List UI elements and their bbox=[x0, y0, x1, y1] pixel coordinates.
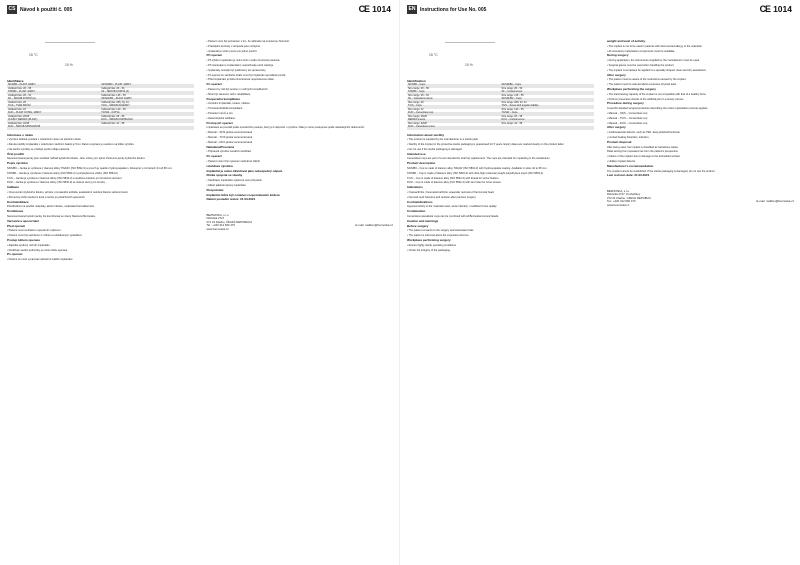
paragraph: • Limited healing disorders, infection. bbox=[607, 135, 650, 139]
english-instructions-page bbox=[400, 0, 800, 565]
paragraph: • Pacient se musí vyvarovat nadměrné zátěže implantátu. bbox=[7, 258, 74, 262]
language-badge: CS bbox=[8, 6, 16, 12]
right-column-1 bbox=[400, 40, 600, 565]
paragraph: • Hidden implant defects. bbox=[607, 159, 636, 163]
left-column-2 bbox=[200, 40, 400, 565]
right-col1-text bbox=[407, 134, 594, 252]
identification-cell: DUO – ŠROUB SPONGIÓZNÍ bbox=[7, 126, 100, 130]
identification-cell: Size range: 26/28 bbox=[408, 114, 427, 118]
page-header bbox=[407, 4, 792, 18]
section-heading: Likvidace výrobku bbox=[206, 163, 233, 168]
paragraph: • Femoral neck fractures and revision after previous surgery. bbox=[407, 195, 477, 199]
section-heading: Implantát může být označen rozpoznávacím kódem. bbox=[206, 192, 281, 197]
identification-cell: SF – ŠROUB KOSTNÍ (A) bbox=[7, 98, 100, 102]
identification-cell: Size range: 28 – 58 bbox=[501, 114, 523, 118]
paragraph: • Pacient musí být seznámen s rizikem a očekávaným výsledkem. bbox=[7, 234, 83, 238]
paragraph: • During application, the instruments supplied by the manufacturer must be used. bbox=[607, 59, 700, 63]
identification-cell: Size range: 28S, 34, 44 bbox=[501, 100, 527, 104]
paragraph: • Onemocnění kyčelního kloubu, artróza, revmatoidní artritida, avaskulární nekróza hlavice stehenní kosti. bbox=[7, 191, 129, 195]
section-heading: Účel použití bbox=[7, 151, 24, 156]
section-heading: Workplace performing surgery bbox=[407, 238, 451, 243]
identification-cell: Velikosti hlav: 28S, 34, 44 bbox=[101, 100, 129, 104]
section-heading: Při operaci bbox=[206, 53, 223, 58]
paragraph: • Při výběru implantátu je nutno brát v úvahu hmotnost pacienta. bbox=[206, 59, 281, 63]
paragraph: After being used, the implant is classified as hazardous waste. bbox=[607, 145, 679, 149]
paragraph: • Sterilizace implantátu opětovně není přípustná. bbox=[206, 179, 263, 183]
page-header bbox=[7, 4, 391, 18]
identification-table bbox=[7, 84, 194, 130]
identification-heading: Identification bbox=[407, 78, 426, 83]
identification-cell: Size range: 28 – 54 bbox=[408, 93, 429, 97]
section-heading: Intended use bbox=[407, 151, 426, 156]
identification-cell: VLOŽKY REINFIX (PLAST) bbox=[7, 119, 100, 123]
paragraph: • Výrobce dodává výrobek v nesterilním stavu na sterilním obalu. bbox=[7, 138, 82, 142]
paragraph: • Pravidelné kontroly u ortopeda jsou nezbytné. bbox=[206, 44, 261, 48]
section-heading: Information about sterility bbox=[407, 132, 445, 137]
identification-table bbox=[407, 84, 594, 130]
paragraph: • Zajistěte správný rozměr implantátu. bbox=[7, 243, 51, 247]
paragraph: Cementless cups are part of a set intended for total hip replacement. The cups are intended for implanting in the acetabulum. bbox=[407, 157, 551, 161]
identification-cell: SF/S/B0 – PLAST JAMKY bbox=[7, 84, 100, 88]
identification-cell: Velikosti hlav: 28 bbox=[8, 100, 26, 104]
section-heading: Rizika spojená se zásahy bbox=[206, 173, 243, 178]
identification-cell: Size range: L20 – 55 bbox=[501, 107, 524, 111]
paragraph: • Dodržujte sterilní podmínky po celou dobu operace. bbox=[7, 248, 68, 252]
section-heading: Product description bbox=[407, 161, 436, 166]
paragraph: • Manuál – SF/S jamka necementovaná bbox=[206, 131, 253, 135]
identification-cell: TC/SW – KOTVA bbox=[100, 112, 193, 116]
identification-cell: SF – Cortical screw bbox=[501, 91, 595, 95]
section-heading: Kontraindikace bbox=[7, 199, 29, 204]
paragraph: • Manual – SF/S – Cementless cup bbox=[607, 111, 648, 115]
paragraph: • Zlomeniny krčku stehenní kosti a revize po předchozích operacích. bbox=[7, 195, 86, 199]
section-heading: Indikace bbox=[7, 185, 20, 190]
paragraph: • All necessary implantation components must be available. bbox=[607, 49, 676, 53]
paragraph: • Na sterilní výrobky se vztahují osobní údaje pacienta. bbox=[7, 147, 70, 151]
paragraph: Přecitlivělost na použité materiály, akutní infekce, nedostatečná kvalita kosti. bbox=[7, 205, 95, 209]
paragraph: • Pacient musí být seznámen s tím, že náhrada má omezenou životnost. bbox=[206, 40, 290, 43]
paragraph: • The patient must be warned about excessive physical load. bbox=[607, 83, 677, 87]
identification-cell: DUO – Cortical screw bbox=[501, 119, 595, 123]
phone: Tel.: +420 312 660 470 bbox=[206, 223, 236, 228]
paragraph: A specific detailed surgical procedure describing the entire implantation process applies: bbox=[607, 107, 709, 111]
storage-conditions bbox=[407, 40, 594, 76]
identification-cell: DUO – ŠROUB KORTIKÁLNÍ bbox=[100, 119, 193, 123]
section-heading: weight and level of activity. bbox=[607, 40, 646, 43]
paragraph: • Zákaz jakékoli úpravy implantátu. bbox=[206, 183, 247, 187]
section-heading: Rozpoznání bbox=[206, 187, 224, 192]
paragraph: • The load bearing capacity of the implant is not compatible with that of a healthy bone. bbox=[607, 92, 707, 96]
section-heading: Po operaci bbox=[206, 82, 222, 87]
identification-cell: Velikosti hlav: 22 bbox=[8, 107, 26, 111]
paragraph: • Přípravek výrobce nenabízí sterilizaci. bbox=[206, 150, 252, 154]
street: Dělnická 2727 bbox=[206, 216, 225, 221]
email: E-mail: mailbox@beznoska.cz bbox=[355, 223, 393, 228]
identification-cell: Size range: 28 – 50 bbox=[501, 86, 523, 90]
identification-cell: Velikosti hlav: 28 – 54 bbox=[8, 93, 32, 97]
paragraph: Cementless acetabular cups can be combined with all Beznoska femoral heads. bbox=[407, 215, 499, 219]
paragraph: DUO – Cup is made of titanium alloy (ISO 5832-3) with two holes for bone screws. bbox=[407, 181, 502, 185]
section-heading: Po operaci bbox=[206, 154, 222, 159]
section-heading: Po operaci bbox=[7, 252, 23, 257]
ce-mark bbox=[359, 4, 391, 14]
identification-cell: Velikosti hlav: 28 – 58 bbox=[8, 86, 32, 90]
city: 272 01 Kladno, CZECH REPUBLIC bbox=[607, 195, 651, 200]
website: www.beznoska.cz bbox=[206, 226, 229, 231]
section-heading: Před operací bbox=[7, 223, 26, 228]
identification-cell: SF – ŠROUB KOSTNÍ (A) bbox=[100, 91, 193, 95]
city: 272 01 Kladno, ČESKÁ REPUBLIKA bbox=[206, 219, 253, 224]
paragraph: • Osteoarthritis, rheumatoid arthritis, avascular necrosis of the femoral head. bbox=[407, 191, 495, 195]
paragraph: • Před implantací je třeba zkontrolovat neporušenost obalu. bbox=[206, 78, 275, 82]
section-heading: Nebalená/Povolená bbox=[206, 144, 235, 149]
section-heading: Manufacturer's recommendation bbox=[607, 163, 654, 168]
identification-cell: Size range: 28 bbox=[408, 100, 424, 104]
ce-mark bbox=[760, 4, 792, 14]
paragraph: • Pacient by měl být poučen o možných komplikacích. bbox=[206, 87, 269, 91]
section-heading: Postup při operaci bbox=[206, 120, 233, 125]
identification-cell: Velikosti hlav: 28 – 50 bbox=[101, 86, 125, 90]
paragraph: • The implant must always be applied to a specially shaped, clean and dry acetabulum. bbox=[607, 68, 707, 72]
identification-cell: Size range: 22/28 bbox=[408, 121, 427, 125]
paragraph: • Implantát je určen pouze pro jedno použití. bbox=[206, 49, 258, 53]
identification-cell: DUO – PLAST KOTEV, JAMKY bbox=[7, 112, 100, 116]
identification-cell: DUO – Cementless cup bbox=[407, 112, 501, 116]
paragraph: • Uvolnění implantátu, luxace, infekce. bbox=[206, 102, 251, 106]
identification-cell: Size range: L25 – 55 bbox=[501, 93, 524, 97]
company-name: BEZNOSKA, s.r.o. bbox=[607, 188, 630, 193]
identification-cell: Velikosti hlav: 28 – 58 bbox=[101, 114, 125, 118]
identification-cell: TC/S – Screw with angular stability bbox=[501, 105, 595, 109]
identification-cell: SF/SW/B0 – PLAST JAMKY bbox=[100, 84, 193, 88]
paragraph: • Surgical gloves must be used when handling the product. bbox=[607, 63, 675, 67]
section-heading: Before surgery bbox=[407, 223, 429, 228]
paragraph: • The product is supplied by the manufacturer in a sterile pack. bbox=[407, 138, 479, 142]
left-column-1 bbox=[0, 40, 200, 565]
paragraph: • Manuál – DUO jamka necementovaná bbox=[206, 140, 253, 144]
phone: Tel.: +420 312 660 470 bbox=[607, 199, 636, 204]
paragraph: Necementované kyčelní jamky lze kombinovat se všemi hlavicemi Beznoska. bbox=[7, 215, 96, 219]
identification-cell: SF/S/B0 – Cups bbox=[407, 84, 501, 88]
paragraph: • Manual – DUO – Cementless cup bbox=[607, 121, 648, 125]
ce-icon: CE bbox=[358, 4, 370, 14]
section-heading: Product disposal bbox=[607, 139, 632, 144]
identification-cell: TC/S – Cups bbox=[407, 105, 501, 109]
paragraph: • Do not use if the sterile packaging is damaged. bbox=[407, 147, 463, 151]
ce-icon: CE bbox=[759, 4, 771, 14]
identification-cell: SF – Cancellous screw bbox=[407, 98, 501, 102]
identification-cell: Velikosti hlav: 22/28 bbox=[8, 121, 30, 125]
identification-cell: TC/SW – Cups bbox=[501, 112, 595, 116]
storage-conditions bbox=[7, 40, 194, 76]
identification-cell bbox=[501, 126, 595, 130]
identification-row bbox=[407, 126, 594, 130]
paragraph: • Poranění nervů a cév. bbox=[206, 111, 234, 115]
paragraph: • Perform preventive checks of the artificial joint in a timely manner. bbox=[607, 97, 685, 101]
identification-cell bbox=[100, 126, 193, 130]
identification-cell: SF/SW/B0 – Cups bbox=[501, 84, 595, 88]
company-name: BEZNOSKA, s.r.o. bbox=[206, 212, 230, 217]
right-col2-text bbox=[607, 40, 794, 178]
website: www.beznoska.cz bbox=[607, 202, 630, 207]
paragraph: Risks arising from repeated use from the patient's perspective bbox=[607, 150, 678, 154]
paragraph: DUO – Jamka je vyrobena z titanové slitiny (ISO 5832-3) se dvěma otvory pro šrouby. bbox=[7, 181, 106, 185]
paragraph: • Cardiovascular defects, such as TEN, deep phlebothrombosis. bbox=[607, 131, 681, 135]
manufacturer-address bbox=[607, 190, 794, 208]
manufacturer-address bbox=[207, 214, 394, 232]
temperature-label: 15 °C bbox=[29, 52, 38, 57]
paragraph: • Po sejmutí ze sterilního obalu musí být implantát neprodleně použit. bbox=[206, 73, 286, 77]
identification-heading: Identifikace bbox=[7, 78, 24, 83]
section-heading: After surgery bbox=[607, 125, 626, 130]
section-heading: Caution and warnings bbox=[407, 218, 439, 223]
left-col2-text bbox=[207, 40, 394, 202]
paragraph: • Tromboembolické komplikace. bbox=[206, 107, 244, 111]
street: Dělnická 2727, Kročehlavy bbox=[607, 192, 641, 197]
section-heading: During surgery bbox=[607, 53, 629, 58]
paragraph: • Failure of the implant due to damage to the articulated surface. bbox=[607, 155, 681, 159]
paragraph: • Heterotopické osifikace. bbox=[206, 116, 236, 120]
identification-cell: Velikosti hlav: L20 – 55 bbox=[101, 107, 126, 111]
section-heading: Popis výrobku bbox=[7, 161, 28, 166]
language-badge: EN bbox=[408, 6, 416, 12]
right-column-2 bbox=[600, 40, 800, 565]
identification-cell: Size range: 28 – 58 bbox=[408, 86, 429, 90]
notified-body-number: 1014 bbox=[372, 4, 391, 14]
paragraph: • Manuál – TC/S jamka necementovaná bbox=[206, 135, 253, 139]
identification-cell: Size range: 44 – 58 bbox=[501, 121, 523, 125]
section-heading: Workplace performing the surgery bbox=[607, 86, 656, 91]
paragraph: • Pacient musí souhlasit s operačním výkonem. bbox=[7, 229, 62, 233]
identification-cell: Velikosti hlav: 44 – 58 bbox=[101, 121, 125, 125]
humidity-min: 10 % bbox=[465, 62, 473, 67]
paragraph: • Sterility of the implant in the protective sterile packaging is guaranteed for 5 years. Expiry dates are marked clearly on the product label. bbox=[407, 143, 565, 147]
document-number: Návod k použití č. 005 bbox=[20, 7, 73, 13]
section-heading: Implantát je nutno likvidovat jako nebezpečný odpad. bbox=[206, 168, 283, 173]
paragraph: • The patient is informed about the expected outcome. bbox=[407, 234, 470, 238]
humidity-range-bar bbox=[45, 42, 95, 43]
paragraph: The implant cannot be resterilized. If the sterile packaging is damaged, do not use the product. bbox=[607, 169, 716, 173]
notified-body-number: 1014 bbox=[773, 4, 792, 14]
identification-cell: TC/S – TVAR KRČNÍ bbox=[7, 105, 100, 109]
paragraph: • The implant is not to be used in patients with documented allergy to the materials. bbox=[607, 44, 703, 48]
paragraph: • Při manipulaci s implantátem nepoužívejte ostré nástroje. bbox=[206, 63, 274, 67]
paragraph: Necementované jamky jsou součástí náhrad kyčelního kloubu. Jsou určeny pro úplné zhotovení jamky kyčelního kloubu. bbox=[7, 157, 146, 161]
temperature-label: 15 °C bbox=[429, 52, 438, 57]
identification-cell: Size range: 22 bbox=[408, 107, 424, 111]
document-number: Instructions for Use No. 005 bbox=[420, 7, 487, 13]
identification-cell: SF/SFF/B0 – Cups bbox=[501, 98, 595, 102]
paragraph: • Manual – TC/S – Cementless cup bbox=[607, 116, 648, 120]
paragraph: • Implantáty nesmějí být poškozeny ani upravovány. bbox=[206, 68, 267, 72]
paragraph: • The patient must be aware of the restrictions caused by the implant. bbox=[607, 78, 687, 82]
identification-cell: DUO – Cancellous screw bbox=[407, 126, 501, 130]
humidity-range-bar bbox=[445, 42, 495, 43]
identification-cell: STD/B0 – Cups bbox=[407, 91, 501, 95]
paragraph: • The patient consents to the surgery and associated risks. bbox=[407, 229, 475, 233]
section-heading: After surgery bbox=[607, 72, 626, 77]
section-heading: Informace o obalu bbox=[7, 132, 33, 137]
identification-cell: REINFIX inserts bbox=[407, 119, 501, 123]
paragraph: • Záruka sterility implantátu v uzavřeném sterilním balení je 5 let. Datum expirace je uvedeno na štítku výrobku. bbox=[7, 143, 135, 147]
section-heading: Pooperační komplikace bbox=[206, 96, 241, 101]
humidity-min: 10 % bbox=[65, 62, 73, 67]
paragraph: TC/S – Cup is made of titanium alloy (ISO 5832-3) with thread for screw fixation. bbox=[407, 176, 500, 180]
section-heading: Indications bbox=[407, 185, 423, 190]
left-col1-text bbox=[7, 134, 194, 262]
paragraph: STD/B0 – Jamka je vyrobena z titanové slitiny (ISO 5832-3) a polyetylénové vložky (ISO 5834-2). bbox=[7, 171, 119, 175]
identification-cell: TC/S – ŠROUB ZÁVĚSNÝ bbox=[100, 105, 193, 109]
paragraph: SF/S/B0 – Cup is made of titanium alloy Ti6Al4V (ISO 5832-3) with hydroxyapatite coating. Available in sizes 44 to 68 mm. bbox=[407, 167, 548, 171]
identification-cell: STD/B0 – PLAST JAMKY bbox=[7, 91, 100, 95]
identification-row bbox=[7, 126, 194, 130]
section-heading: Postup během operace bbox=[7, 238, 41, 243]
identification-cell: Velikosti hlav: L25 – 55 bbox=[101, 93, 126, 97]
paragraph: • Ensure highly sterile operating conditions. bbox=[407, 243, 457, 247]
email: E-mail: mailbox@beznoska.cz bbox=[756, 199, 794, 204]
paragraph: • Pacient nesmí být vystaven nadměrné zátěži. bbox=[206, 159, 261, 163]
paragraph: Hypersensitivity to the materials used, acute infection, insufficient bone quality. bbox=[407, 205, 498, 209]
section-heading: Varování a upozornění bbox=[7, 218, 40, 223]
section-heading: Kombinace bbox=[7, 209, 24, 214]
paragraph: • Musí být stanoven režim rehabilitace. bbox=[206, 92, 251, 96]
paragraph: SF/S/B0 – Jamka je vyrobena z titanové slitiny Ti6Al4V (ISO 5832-3) a povrch je opatřen hydroxyapatitem. Dostupné v rozměrech 44 až 68 mm. bbox=[7, 167, 173, 171]
section-heading: Datum poslední revize: 21.03.2021 bbox=[206, 197, 256, 202]
identification-cell: Velikosti hlav: 26/28 bbox=[8, 114, 30, 118]
section-heading: Procedure during surgery bbox=[607, 101, 644, 106]
section-heading: Contraindications bbox=[407, 199, 433, 204]
identification-cell: SF/SFF/B0 – PLAST JAMKY bbox=[100, 98, 193, 102]
paragraph: Implantace se provádí podle operačního postupu, který je k dispozici u výrobce. Dále je nutno postupovat podle následujících dokumentů: bbox=[206, 126, 365, 130]
paragraph: TC/S – Jamka je vyrobena z titanové slitiny (ISO 5832-3) a opatřena závitem pro šroubové ukotvení. bbox=[7, 176, 123, 180]
paragraph: STD/B0 – Cup is made of titanium alloy (ISO 5832-3) with ultra-high molecular weight polyethylene insert (ISO 5834-2). bbox=[407, 171, 544, 175]
section-heading: Last revision date: 21.03.2021 bbox=[607, 173, 650, 178]
paragraph: • Check the integrity of the packaging. bbox=[407, 248, 451, 252]
section-heading: Combination bbox=[407, 209, 426, 214]
